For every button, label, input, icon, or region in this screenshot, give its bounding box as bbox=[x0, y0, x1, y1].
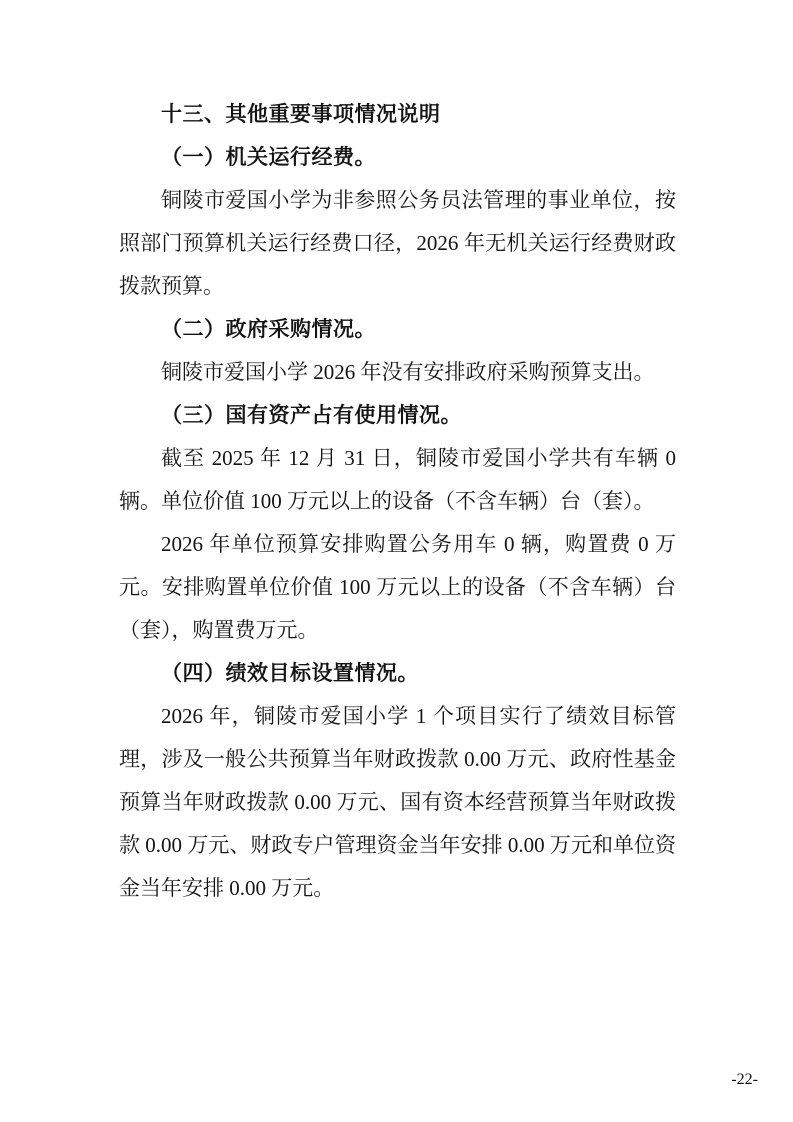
page-number: -22- bbox=[731, 1071, 758, 1088]
body-paragraph-state-assets-vehicles: 截至 2025 年 12 月 31 日，铜陵市爱国小学共有车辆 0 辆。单位价值 100 万元以上的设备（不含车辆）台（套）。 bbox=[119, 446, 676, 513]
body-paragraph-government-procurement: 铜陵市爱国小学 2026 年没有安排政府采购预算支出。 bbox=[161, 360, 655, 384]
subsection-heading-performance-targets: （四）绩效目标设置情况。 bbox=[161, 661, 419, 685]
document-content bbox=[119, 93, 676, 910]
section-title: 十三、其他重要事项情况说明 bbox=[161, 103, 441, 126]
body-paragraph-agency-operating-funds: 铜陵市爱国小学为非参照公务员法管理的事业单位，按照部门预算机关运行经费口径，2026 年无机关运行经费财政拨款预算。 bbox=[119, 188, 676, 298]
body-paragraph-performance-targets: 2026 年，铜陵市爱国小学 1 个项目实行了绩效目标管理，涉及一般公共预算当年财政拨款 0.00 万元、政府性基金预算当年财政拨款 0.00 万元、国有资本经营预算当年财政拨款 0.00 万元、财政专户管理资金当年安排 0.00 万元和单位资金当年安排 0.00 万元。 bbox=[119, 704, 676, 900]
subsection-heading-agency-operating-funds: （一）机关运行经费。 bbox=[161, 145, 376, 169]
subsection-heading-government-procurement: （二）政府采购情况。 bbox=[161, 317, 376, 341]
body-paragraph-state-assets-purchase-plan: 2026 年单位预算安排购置公务用车 0 辆，购置费 0 万元。安排购置单位价值 100 万元以上的设备（不含车辆）台（套），购置费万元。 bbox=[119, 532, 676, 642]
subsection-heading-state-assets: （三）国有资产占有使用情况。 bbox=[161, 403, 462, 427]
